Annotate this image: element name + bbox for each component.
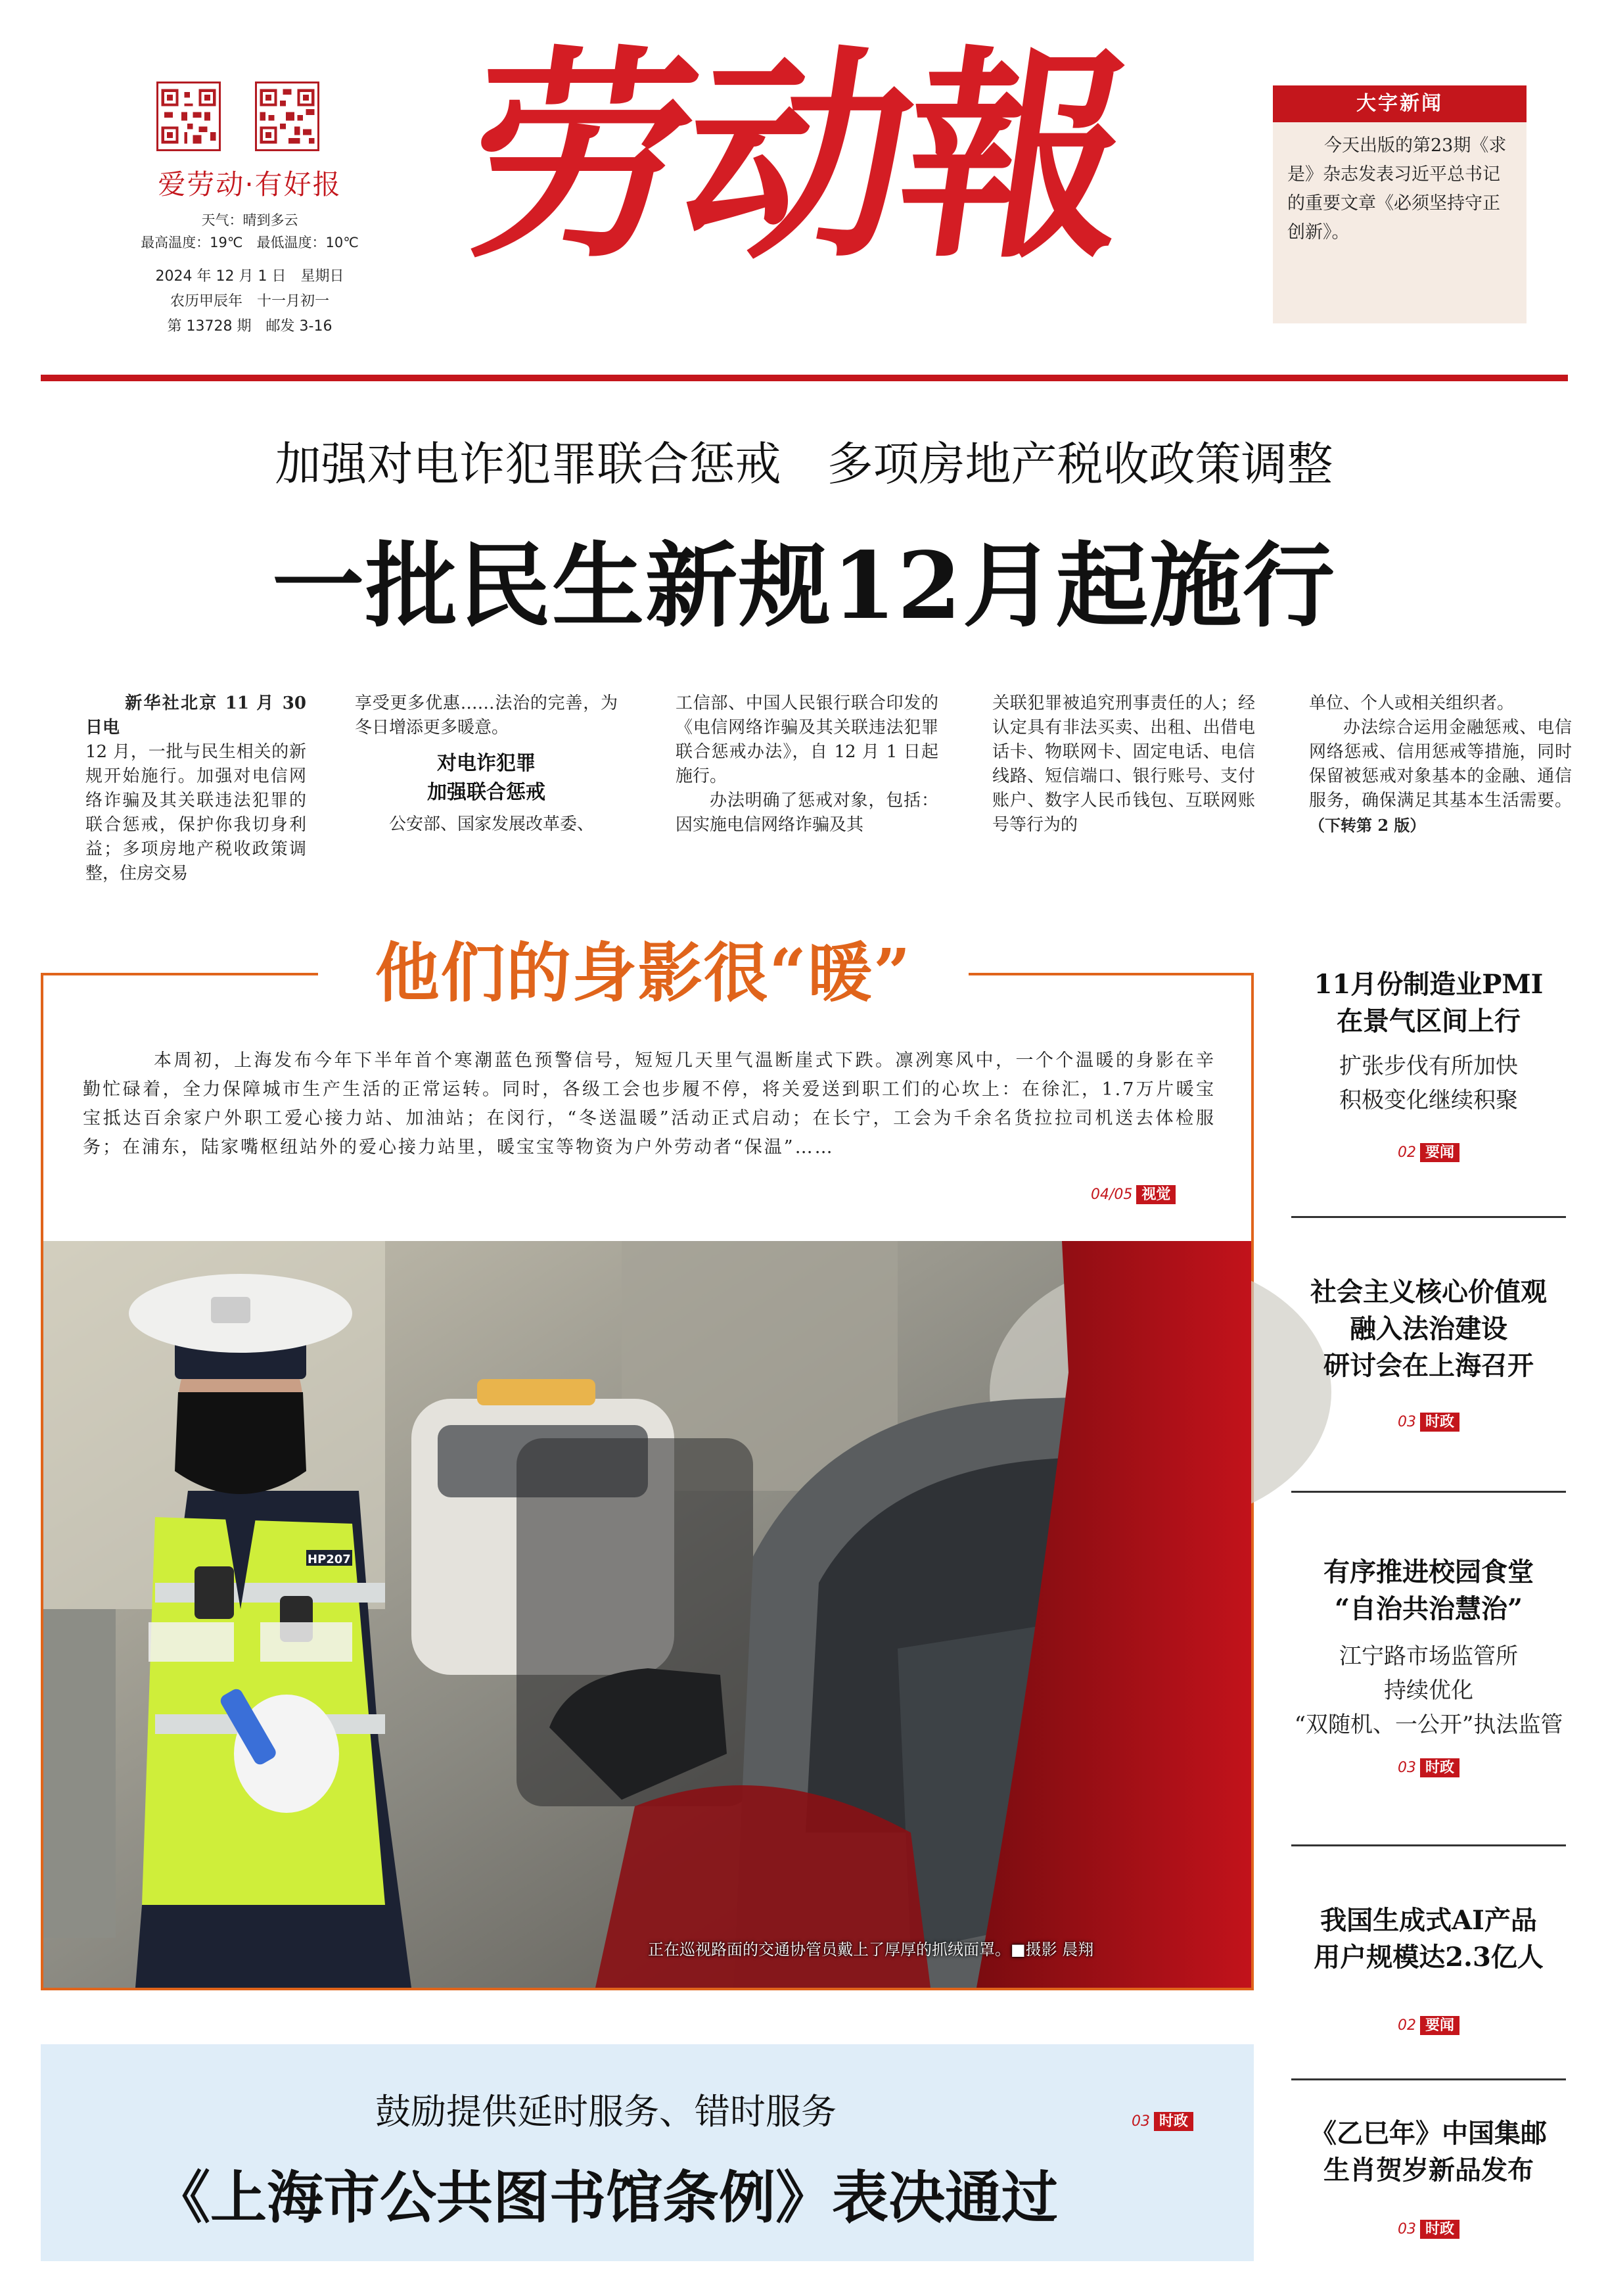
issue-date: 2024 年 12 月 1 日 星期日 — [155, 268, 344, 285]
sidebar-title-line: 用户规模达2.3亿人 — [1314, 1942, 1544, 1973]
sidebar-sub-line: “双随机、一公开”执法监管 — [1294, 1712, 1563, 1738]
badge-code: HP207 — [308, 1553, 351, 1566]
lead-column-1 — [85, 691, 306, 886]
masthead-rule — [41, 375, 1568, 381]
weather: 天气：晴到多云 — [201, 212, 298, 228]
masthead-slogan: 爱劳动·有好报 — [158, 168, 342, 200]
sidebar-title-line: “自治共治慧治” — [1334, 1593, 1523, 1624]
sidebar-title-line: 融入法治建设 — [1350, 1313, 1507, 1344]
sidebar-title-line: 社会主义核心价值观 — [1310, 1277, 1547, 1307]
library-headline[interactable]: 《上海市公共图书馆条例》表决通过 — [154, 2165, 1058, 2231]
qr-code-2[interactable] — [255, 82, 319, 151]
lead-headline[interactable]: 一批民生新规12月起施行 — [272, 532, 1336, 640]
photo-caption: 正在巡视路面的交通协管员戴上了厚厚的抓绒面罩。■摄影 晨翔 — [648, 1940, 1094, 1959]
library-page-ref[interactable]: 03 时政 — [1132, 2110, 1193, 2130]
qr-code-1[interactable] — [156, 82, 221, 151]
sidebar-title-line: 有序推进校园食堂 — [1323, 1557, 1534, 1587]
sidebar-sub-line: 江宁路市场监管所 — [1339, 1643, 1518, 1670]
sidebar-item-ai[interactable] — [1291, 1902, 1566, 2067]
big-news-label: 大字新闻 — [1273, 85, 1527, 122]
sidebar-item-stamps[interactable] — [1291, 2115, 1566, 2260]
lead-column-2 — [355, 691, 618, 837]
big-news-box — [1273, 85, 1527, 323]
lead-col4-text: 关联犯罪被追究刑事责任的人；经认定具有非法买卖、出租、出借电话卡、物联网卡、固定电话、电信线路、短信端口、银行账号、支付账户、数字人民币钱包、互联网账号等行为的 — [992, 693, 1255, 835]
sidebar-page-ref[interactable]: 03 时政 — [1291, 1411, 1566, 1431]
newspaper-logo[interactable]: 劳动報 — [451, 26, 1139, 289]
sidebar-page-ref[interactable]: 03 时政 — [1291, 1756, 1566, 1777]
issue-number: 第 13728 期 邮发 3-16 — [167, 318, 333, 335]
sidebar-divider — [1291, 2078, 1566, 2080]
lead-col2-text-a: 享受更多优惠……法治的完善，为冬日增添更多暖意。 — [355, 693, 618, 738]
sidebar-page-ref[interactable]: 03 时政 — [1291, 2218, 1566, 2238]
sidebar-title-line: 在景气区间上行 — [1337, 1006, 1521, 1037]
feature-title[interactable]: 他们的身影很“暖” — [318, 932, 969, 1015]
sidebar-title-line: 研讨会在上海召开 — [1323, 1350, 1534, 1381]
sidebar-title-line: 11月份制造业PMI — [1314, 969, 1544, 1000]
sidebar-item-canteen[interactable] — [1291, 1554, 1566, 1804]
subhead-line-2: 加强联合惩戒 — [427, 781, 545, 804]
lead-col1-text: 12 月，一批与民生相关的新规开始施行。加强对电信网络诈骗及其关联违法犯罪的联合惩戒，保护你我切身利益；多项房地产税收政策调整，住房交易 — [85, 742, 306, 883]
sidebar-title-line: 我国生成式AI产品 — [1320, 1905, 1537, 1936]
jump-line[interactable]: （下转第 2 版） — [1309, 816, 1426, 835]
sidebar-item-values[interactable] — [1291, 1274, 1566, 1471]
dateline: 新华社北京 11 月 30 日电 — [85, 693, 306, 738]
lead-col2-text-b: 公安部、国家发展改革委、 — [389, 814, 595, 834]
sidebar-sub-line: 扩张步伐有所加快 — [1339, 1053, 1518, 1079]
sidebar-divider — [1291, 1491, 1566, 1493]
temperature: 最高温度：19℃ 最低温度：10℃ — [141, 235, 359, 250]
sidebar-page-ref[interactable]: 02 要闻 — [1291, 2014, 1566, 2034]
lead-column-5 — [1309, 691, 1572, 838]
big-news-text[interactable]: 今天出版的第23期《求是》杂志发表习近平总书记的重要文章《必须坚持守正创新》。 — [1287, 135, 1507, 243]
sidebar-sub-line: 积极变化继续积聚 — [1339, 1087, 1518, 1113]
lunar-date: 农历甲辰年 十一月初一 — [170, 293, 329, 310]
sidebar-divider — [1291, 1844, 1566, 1846]
lead-column-3 — [676, 691, 938, 837]
lead-col5-text-b: 办法综合运用金融惩戒、电信网络惩戒、信用惩戒等措施，同时保留被惩戒对象基本的金融、通信服务，确保满足其基本生活需要。（下转第 2 版） — [1309, 718, 1572, 835]
feature-photo — [43, 1241, 1251, 1988]
lead-column-4 — [992, 691, 1255, 837]
subhead-line-1: 对电诈犯罪 — [437, 752, 536, 775]
lead-col5-text-a: 单位、个人或相关组织者。 — [1309, 693, 1515, 713]
library-kicker: 鼓励提供延时服务、错时服务 — [375, 2091, 837, 2132]
feature-page-ref[interactable]: 04/05 视觉 — [1091, 1183, 1176, 1204]
sidebar-divider — [1291, 1216, 1566, 1218]
sidebar-item-pmi[interactable] — [1291, 966, 1566, 1216]
sidebar-title-line: 生肖贺岁新品发布 — [1323, 2155, 1534, 2186]
lead-kicker: 加强对电诈犯罪联合惩戒 多项房地产税收政策调整 — [275, 437, 1333, 491]
lead-col3-text-b: 办法明确了惩戒对象，包括：因实施电信网络诈骗及其 — [676, 791, 938, 835]
library-story-band[interactable] — [41, 2044, 1254, 2261]
sidebar-title-line: 《乙巳年》中国集邮 — [1310, 2118, 1547, 2149]
sidebar-page-ref[interactable]: 02 要闻 — [1291, 1141, 1566, 1161]
sidebar-sub-line: 持续优化 — [1384, 1677, 1473, 1704]
feature-body: 本周初，上海发布今年下半年首个寒潮蓝色预警信号，短短几天里气温断崖式下跌。凛冽寒风中，一个个温暖的身影在辛勤忙碌着，全力保障城市生产生活的正常运转。同时，各级工会也步履不停，将关爱送到职工们的心坎上：在徐汇，1.7万片暖宝宝抵达百余家户外职工爱心接力站、加油站；在闵行，“冬送温暖”活动正式启动；在长宁，工会为千余名货拉拉司机送去体检服务；在浦东，陆家嘴枢纽站外的爱心接力站里，暖宝宝等物资为户外劳动者“保温”…… — [83, 1050, 1216, 1158]
lead-col3-text-a: 工信部、中国人民银行联合印发的《电信网络诈骗及其关联违法犯罪联合惩戒办法》，自 12 月 1 日起施行。 — [676, 693, 938, 786]
